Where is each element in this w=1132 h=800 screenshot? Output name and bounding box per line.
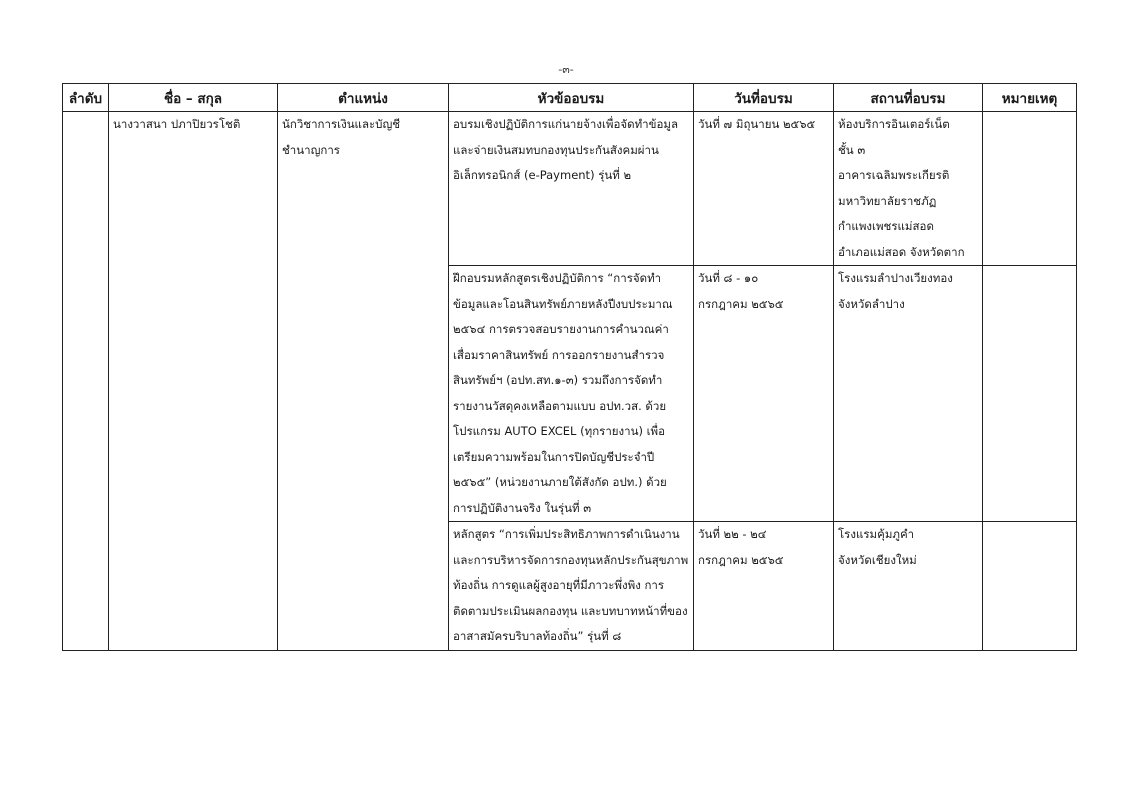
position-line: นักวิชาการเงินและบัญชี xyxy=(282,117,401,131)
topic-line: อิเล็กทรอนิกส์ (e-Payment) รุ่นที่ ๒ xyxy=(453,168,632,182)
place-line: ชั้น ๓ xyxy=(838,142,866,157)
training-table xyxy=(62,83,1077,651)
header-place: สถานที่อบรม xyxy=(834,84,983,112)
date-line: กรกฎาคม ๒๕๖๕ xyxy=(698,552,784,567)
cell-no xyxy=(63,112,109,651)
place-line: มหาวิทยาลัยราชภัฏ xyxy=(838,193,937,208)
cell-topic xyxy=(449,266,694,522)
cell-name xyxy=(109,112,278,651)
cell-topic xyxy=(449,112,694,266)
topic-line: อบรมเชิงปฏิบัติการแก่นายจ้างเพื่อจัดทำข้อมูล xyxy=(453,117,679,131)
topic-line: ฝึกอบรมหลักสูตรเชิงปฏิบัติการ “การจัดทำ xyxy=(453,271,662,285)
place-line: อาคารเฉลิมพระเกียรติ xyxy=(838,168,950,182)
place-line: กำแพงเพชรแม่สอด xyxy=(838,219,934,233)
topic-line: การปฏิบัติงานจริง ในรุ่นที่ ๓ xyxy=(453,500,592,515)
topic-line: รายงานวัสดุคงเหลือตามแบบ อปท.วส. ด้วย xyxy=(453,398,667,413)
cell-date xyxy=(694,266,834,522)
topic-line: โปรแกรม AUTO EXCEL (ทุกรายงาน) เพื่อ xyxy=(453,424,666,438)
topic-line: เสื่อมราคาสินทรัพย์ การออกรายงานสำรวจ xyxy=(453,347,665,362)
cell-position xyxy=(278,112,449,651)
topic-line: ท้องถิ่น การดูแลผู้สูงอายุที่มีภาวะพึ่งพิง การ xyxy=(453,578,665,592)
topic-line: ข้อมูลและโอนสินทรัพย์ภายหลังปีงบประมาณ xyxy=(453,296,673,311)
cell-date xyxy=(694,522,834,651)
topic-line: ๒๕๖๕” (หน่วยงานภายใต้สังกัด อปท.) ด้วย xyxy=(453,475,667,489)
cell-place xyxy=(834,266,983,522)
topic-line: และการบริหารจัดการกองทุนหลักประกันสุขภาพ xyxy=(453,552,689,567)
place-line: อำเภอแม่สอด จังหวัดตาก xyxy=(838,244,965,259)
topic-line: ติดตามประเมินผลกองทุน และบทบาทหน้าที่ของ xyxy=(453,603,688,618)
cell-note xyxy=(983,266,1077,522)
topic-line: ๒๕๖๔ การตรวจสอบรายงานการคำนวณค่า xyxy=(453,322,669,336)
header-position: ตำแหน่ง xyxy=(278,84,449,112)
table-header-row xyxy=(63,84,1077,112)
cell-note xyxy=(983,112,1077,266)
header-topic: หัวข้ออบรม xyxy=(449,84,694,112)
place-line: โรงแรมคุ้มภูคำ xyxy=(838,527,915,541)
header-date: วันที่อบรม xyxy=(694,84,834,112)
header-no: ลำดับ xyxy=(63,84,109,112)
cell-place xyxy=(834,522,983,651)
date-line: กรกฎาคม ๒๕๖๕ xyxy=(698,296,784,311)
cell-topic xyxy=(449,522,694,651)
cell-note xyxy=(983,522,1077,651)
place-line: ห้องบริการอินเตอร์เน็ต xyxy=(838,117,950,131)
topic-line: อาสาสมัครบริบาลท้องถิ่น” รุ่นที่ ๘ xyxy=(453,629,622,643)
topic-line: หลักสูตร “การเพิ่มประสิทธิภาพการดำเนินงาน xyxy=(453,527,680,541)
topic-line: และจ่ายเงินสมทบกองทุนประกันสังคมผ่าน xyxy=(453,142,659,157)
topic-line: เตรียมความพร้อมในการปิดบัญชีประจำปี xyxy=(453,449,655,464)
cell-place xyxy=(834,112,983,266)
place-line: โรงแรมลำปางเวียงทอง xyxy=(838,271,953,285)
place-line: จังหวัดเชียงใหม่ xyxy=(838,552,917,567)
header-name: ชื่อ – สกุล xyxy=(109,84,278,112)
cell-date xyxy=(694,112,834,266)
table-row xyxy=(63,112,1077,266)
page-number: -๓- xyxy=(558,63,574,76)
place-line: จังหวัดลำปาง xyxy=(838,296,905,311)
position-line: ชำนาญการ xyxy=(282,142,340,157)
person-name: นางวาสนา ปภาปิยวรโชติ xyxy=(113,117,241,131)
topic-line: สินทรัพย์ฯ (อปท.สท.๑-๓) รวมถึงการจัดทำ xyxy=(453,373,663,387)
date-line: วันที่ ๗ มิถุนายน ๒๕๖๕ xyxy=(698,117,816,131)
header-note: หมายเหตุ xyxy=(983,84,1077,112)
date-line: วันที่ ๒๒ - ๒๔ xyxy=(698,527,767,541)
date-line: วันที่ ๘ - ๑๐ xyxy=(698,271,759,285)
